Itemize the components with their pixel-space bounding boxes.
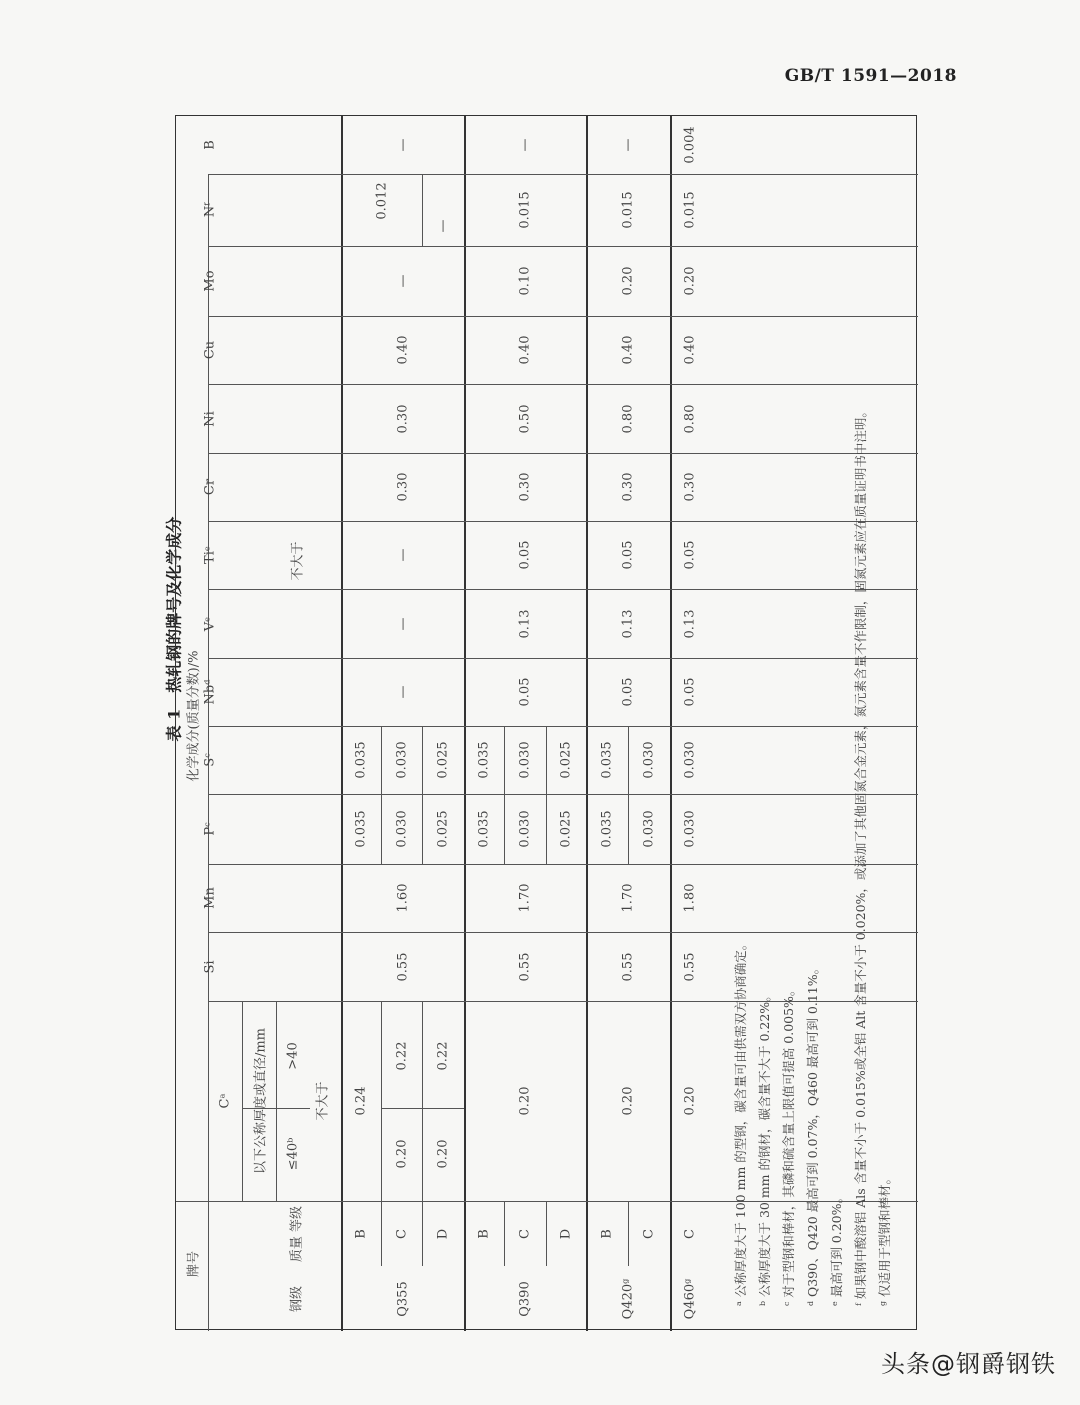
footnote-3: ᵈ Q390、Q420 最高可到 0.07%，Q460 最高可到 0.11%。 — [805, 961, 820, 1306]
footnote-6: ᵍ 仅适用于型钢和棒材。 — [877, 1172, 892, 1306]
sub-row-line — [504, 726, 505, 794]
cr-1: 0.30 — [517, 472, 533, 502]
s-0-2: 0.025 — [435, 741, 451, 779]
grade-separator — [670, 116, 672, 1331]
quality-0-1: C — [394, 1228, 409, 1239]
mo-1: 0.10 — [517, 266, 533, 296]
n-1: 0.015 — [517, 191, 533, 229]
sub-row-line — [504, 1201, 505, 1266]
s-1-2: 0.025 — [558, 741, 574, 779]
si-3: 0.55 — [682, 952, 697, 981]
column-line — [208, 453, 918, 454]
grade-3: Q460ᵍ — [682, 1278, 697, 1319]
v-3: 0.13 — [682, 609, 697, 638]
s-1-0: 0.035 — [476, 741, 492, 779]
mo-3: 0.20 — [682, 266, 697, 296]
element-header-cr: Cr — [202, 478, 217, 496]
element-header-mo: Mo — [202, 270, 217, 292]
ni-0: 0.30 — [395, 404, 410, 433]
mn-1: 1.70 — [517, 883, 533, 913]
c-gt40-0-2: 0.22 — [435, 1041, 451, 1071]
c-le40-0-2: 0.20 — [435, 1139, 451, 1169]
footnote-4: ᵉ 最高可到 0.20%。 — [829, 1191, 844, 1306]
si-0: 0.55 — [395, 952, 410, 981]
grade-separator — [464, 116, 466, 1331]
quality-2-0: B — [599, 1228, 615, 1239]
ti-2: 0.05 — [620, 540, 636, 570]
c-gt40-0-1: 0.22 — [394, 1041, 409, 1071]
p-1-1: 0.030 — [517, 810, 533, 848]
standard-number: GB/T 1591—2018 — [784, 66, 957, 86]
ti-1: 0.05 — [517, 540, 533, 570]
n-0-1: — — [435, 219, 451, 233]
element-header-b: B — [202, 140, 217, 150]
sub-row-line — [422, 1001, 423, 1201]
ti-3: 0.05 — [682, 540, 697, 570]
mn-0: 1.60 — [395, 883, 410, 913]
column-line — [208, 316, 918, 317]
watermark-brand: 头条 — [881, 1350, 931, 1378]
table-caption: 表 1 热轧钢的牌号及化学成分 — [164, 516, 184, 742]
column-line — [208, 864, 918, 865]
grade-1: Q390 — [517, 1280, 533, 1317]
footnote-1: ᵇ 公称厚度大于 30 mm 的钢材，碳含量不大于 0.22%。 — [757, 989, 772, 1306]
p-3-0: 0.030 — [682, 810, 697, 848]
p-1-2: 0.025 — [558, 810, 574, 848]
b-3: 0.004 — [682, 126, 697, 164]
sub-row-line — [628, 794, 629, 864]
grade-separator — [586, 116, 588, 1331]
element-header-cu: Cu — [202, 340, 217, 360]
composition-header: 化学成分(质量分数)/% — [186, 650, 202, 782]
sub-row-line — [628, 1201, 629, 1266]
rotated-table-page — [164, 115, 917, 1330]
p-1-0: 0.035 — [476, 810, 492, 848]
cr-0: 0.30 — [395, 472, 410, 502]
column-line — [208, 794, 918, 795]
le40-header: ≤40ᵇ — [285, 1137, 301, 1171]
column-line — [208, 521, 918, 522]
element-header-p: Pᶜ — [202, 822, 217, 836]
element-header-ni: Ni — [202, 410, 217, 427]
sub-row-line — [381, 1001, 382, 1201]
v-1: 0.13 — [517, 609, 533, 638]
column-line — [208, 384, 918, 385]
s-0-1: 0.030 — [394, 741, 409, 779]
quality-1-0: B — [476, 1228, 492, 1239]
grade-separator — [341, 116, 343, 1331]
v-0: — — [395, 617, 410, 630]
si-1: 0.55 — [517, 952, 533, 981]
ti-0: — — [395, 548, 410, 562]
cu-2: 0.40 — [620, 335, 636, 365]
c-0-0: 0.24 — [353, 1086, 369, 1116]
watermark-handle: @钢爵钢铁 — [931, 1350, 1056, 1378]
sub-row-line — [422, 794, 423, 864]
nb-0: — — [395, 685, 410, 699]
not-greater-elements: 不大于 — [290, 541, 306, 581]
p-0-1: 0.030 — [394, 810, 409, 848]
column-line — [208, 658, 918, 659]
s-0-0: 0.035 — [353, 741, 369, 779]
ni-1: 0.50 — [517, 404, 533, 433]
column-line — [208, 932, 918, 933]
header-line — [208, 1201, 209, 1331]
element-header-mn: Mn — [202, 887, 217, 909]
cu-1: 0.40 — [517, 335, 533, 365]
quality-1-1: C — [517, 1228, 533, 1239]
v-2: 0.13 — [620, 609, 636, 638]
cr-3: 0.30 — [682, 472, 697, 502]
b-2: — — [620, 138, 636, 152]
element-header-ti: Tiᵉ — [202, 546, 217, 564]
sub-row-line — [504, 794, 505, 864]
c-3: 0.20 — [682, 1086, 697, 1116]
nb-3: 0.05 — [682, 677, 697, 707]
element-header-v: Vᵉ — [202, 616, 217, 631]
c-2: 0.20 — [620, 1086, 636, 1116]
grade-0: Q355 — [395, 1280, 410, 1317]
grade-2: Q420ᵍ — [620, 1278, 636, 1319]
footnote-2: ᶜ 对于型钢和棒材，其磷和硫含量上限值可提高 0.005%。 — [781, 983, 796, 1306]
mn-2: 1.70 — [620, 883, 636, 913]
ni-3: 0.80 — [682, 404, 697, 433]
quality-0-2: D — [435, 1228, 451, 1239]
n-0-0: 0.012 — [374, 182, 389, 220]
nb-2: 0.05 — [620, 677, 636, 707]
column-line — [208, 246, 918, 247]
header-line — [242, 1001, 243, 1201]
sub-row-line — [422, 1201, 423, 1266]
mo-0: — — [395, 274, 410, 288]
footnote-5: ᶠ 如果钢中酸溶铝 Als 含量不小于 0.015%或全铝 Alt 含量不小于 0.020%，或添加了其他固氮合金元素，氮元素含量不作限制，固氮元素应在质量证明书中注明。 — [853, 405, 868, 1306]
watermark — [881, 1344, 1056, 1379]
mo-2: 0.20 — [620, 266, 636, 296]
element-header-s: Sᶜ — [202, 753, 217, 767]
column-line — [208, 726, 918, 727]
b-0: — — [395, 138, 410, 152]
sub-row-line — [422, 726, 423, 794]
quality-1-2: D — [558, 1228, 574, 1239]
sub-row-line — [628, 726, 629, 794]
c-1: 0.20 — [517, 1086, 533, 1116]
element-header-nb: Nbᵈ — [202, 679, 217, 705]
sub-row-line — [381, 794, 382, 864]
n-2: 0.015 — [620, 191, 636, 229]
element-header-n: Nᶠ — [202, 202, 217, 218]
quality-grade-header: 质量 等级 — [289, 1205, 304, 1262]
sub-row-line — [422, 174, 423, 246]
sub-row-line — [546, 794, 547, 864]
c-le40-0-1: 0.20 — [394, 1139, 409, 1169]
quality-2-1: C — [641, 1228, 657, 1239]
gt40-header: >40 — [285, 1042, 301, 1070]
thickness-header: 以下公称厚度或直径/mm — [253, 1027, 269, 1175]
element-header-si: Si — [202, 959, 217, 974]
cr-2: 0.30 — [620, 472, 636, 502]
p-2-0: 0.035 — [599, 810, 615, 848]
grade-header: 牌号 — [186, 1250, 202, 1277]
composition-table — [175, 115, 917, 1330]
header-line — [276, 1001, 277, 1201]
n-3: 0.015 — [682, 191, 697, 229]
cu-0: 0.40 — [395, 335, 410, 365]
s-1-1: 0.030 — [517, 741, 533, 779]
nb-1: 0.05 — [517, 677, 533, 707]
sub-row-line — [546, 1201, 547, 1266]
p-2-1: 0.030 — [641, 810, 657, 848]
column-line — [208, 589, 918, 590]
quality-3-0: C — [682, 1228, 697, 1239]
ni-2: 0.80 — [620, 404, 636, 433]
p-0-2: 0.025 — [435, 810, 451, 848]
column-line — [208, 174, 918, 175]
sub-row-line — [546, 726, 547, 794]
s-2-0: 0.035 — [599, 741, 615, 779]
b-1: — — [517, 138, 533, 152]
column-line — [381, 1108, 464, 1109]
c-header: Cᵃ — [217, 1093, 233, 1109]
cu-3: 0.40 — [682, 335, 697, 365]
sub-row-line — [381, 726, 382, 794]
s-3-0: 0.030 — [682, 741, 697, 779]
si-2: 0.55 — [620, 952, 636, 981]
footnote-0: ᵃ 公称厚度大于 100 mm 的型钢，碳含量可由供需双方协商确定。 — [733, 937, 748, 1306]
not-greater-c: 不大于 — [315, 1081, 330, 1121]
mn-3: 1.80 — [682, 883, 697, 913]
steel-grade-header: 钢级 — [289, 1285, 304, 1312]
s-2-1: 0.030 — [641, 741, 657, 779]
p-0-0: 0.035 — [353, 810, 369, 848]
sub-row-line — [381, 1201, 382, 1266]
quality-0-0: B — [353, 1228, 369, 1239]
